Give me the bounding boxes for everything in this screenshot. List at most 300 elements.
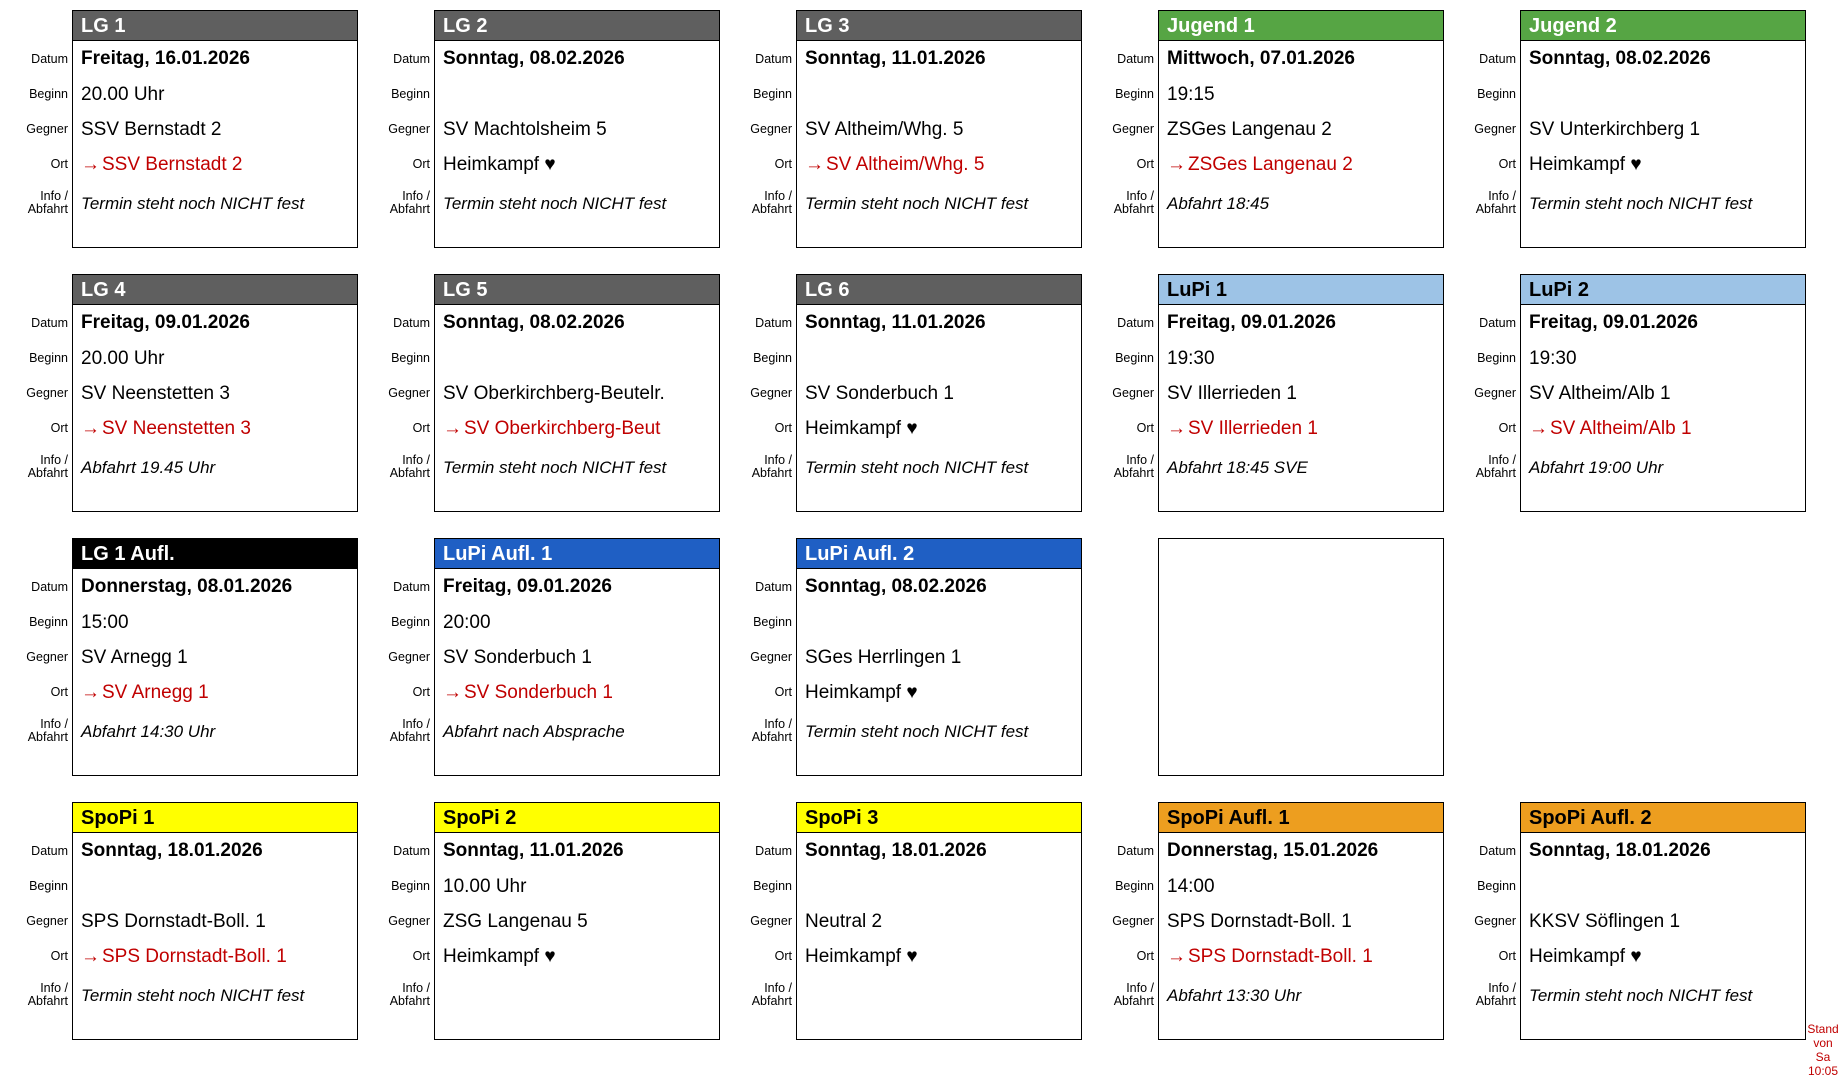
field-beginn xyxy=(73,341,357,376)
datum-value: Freitag, 09.01.2026 xyxy=(1167,312,1336,333)
field-label-column xyxy=(10,10,72,248)
field-ort xyxy=(797,147,1081,182)
field-label-column xyxy=(10,274,72,512)
ort-value-home: Heimkampf ♥ xyxy=(1529,153,1642,175)
info-value: Abfahrt 14:30 Uhr xyxy=(81,722,216,741)
datum-value: Sonntag, 11.01.2026 xyxy=(805,48,986,69)
gegner-value: SPS Dornstadt-Boll. 1 xyxy=(81,910,266,932)
label-datum: Datum xyxy=(31,52,68,66)
field-gegner xyxy=(1159,112,1443,147)
match-card xyxy=(796,802,1082,1040)
label-datum: Datum xyxy=(1479,316,1516,330)
arrow-right-icon: → xyxy=(81,153,100,175)
arrow-right-icon: → xyxy=(1167,417,1186,439)
gegner-value: SV Altheim/Alb 1 xyxy=(1529,382,1671,404)
ort-value-home: Heimkampf ♥ xyxy=(443,945,556,967)
arrow-right-icon: → xyxy=(1167,945,1186,967)
label-info-abfahrt: Info / Abfahrt xyxy=(27,189,68,216)
label-ort: Ort xyxy=(412,685,430,699)
beginn-value: 20.00 Uhr xyxy=(81,83,165,105)
label-gegner: Gegner xyxy=(388,386,430,400)
field-beginn xyxy=(73,869,357,904)
label-beginn: Beginn xyxy=(1477,351,1516,365)
field-beginn xyxy=(1159,77,1443,112)
card-fields xyxy=(73,305,357,490)
stand-line4: 10:05 xyxy=(1807,1064,1839,1078)
info-value: Termin steht noch NICHT fest xyxy=(443,194,667,213)
field-ort xyxy=(435,675,719,710)
card-title: LuPi 1 xyxy=(1159,275,1443,305)
gegner-value: SV Arnegg 1 xyxy=(81,646,188,668)
match-card xyxy=(434,538,720,776)
ort-value-home: Heimkampf ♥ xyxy=(805,681,918,703)
info-value: Termin steht noch NICHT fest xyxy=(805,722,1029,741)
label-ort: Ort xyxy=(1136,421,1154,435)
card-title: Jugend 1 xyxy=(1159,11,1443,41)
label-gegner: Gegner xyxy=(1112,914,1154,928)
label-info-abfahrt: Info / Abfahrt xyxy=(751,453,792,480)
card-title: LuPi Aufl. 1 xyxy=(435,539,719,569)
datum-value: Freitag, 16.01.2026 xyxy=(81,48,250,69)
field-label-column xyxy=(10,538,72,776)
info-value: Termin steht noch NICHT fest xyxy=(805,194,1029,213)
card-title: SpoPi 2 xyxy=(435,803,719,833)
card-title: SpoPi Aufl. 2 xyxy=(1521,803,1805,833)
field-datum xyxy=(1159,41,1443,77)
field-gegner xyxy=(1159,376,1443,411)
label-ort: Ort xyxy=(50,949,68,963)
label-gegner: Gegner xyxy=(388,650,430,664)
field-ort xyxy=(1521,939,1805,974)
gegner-value: KKSV Söflingen 1 xyxy=(1529,910,1681,932)
datum-value: Sonntag, 11.01.2026 xyxy=(805,312,986,333)
datum-value: Freitag, 09.01.2026 xyxy=(443,576,612,597)
label-beginn: Beginn xyxy=(753,87,792,101)
field-info xyxy=(435,710,719,754)
label-ort: Ort xyxy=(774,421,792,435)
beginn-value: 19:30 xyxy=(1167,347,1215,369)
label-info-abfahrt: Info / Abfahrt xyxy=(27,717,68,744)
arrow-right-icon: → xyxy=(81,945,100,967)
field-ort xyxy=(73,675,357,710)
field-label-column xyxy=(372,274,434,512)
gegner-value: SSV Bernstadt 2 xyxy=(81,118,222,140)
gegner-value: SPS Dornstadt-Boll. 1 xyxy=(1167,910,1352,932)
field-datum xyxy=(435,833,719,869)
ort-value-away: → ZSGes Langenau 2 xyxy=(1167,153,1353,175)
label-beginn: Beginn xyxy=(1477,879,1516,893)
card-title: LG 4 xyxy=(73,275,357,305)
beginn-value: 20:00 xyxy=(443,611,491,633)
label-info-abfahrt: Info / Abfahrt xyxy=(389,717,430,744)
label-beginn: Beginn xyxy=(29,351,68,365)
match-card xyxy=(434,802,720,1040)
field-ort xyxy=(797,411,1081,446)
field-gegner xyxy=(435,640,719,675)
gegner-value: ZSG Langenau 5 xyxy=(443,910,588,932)
gegner-value: SV Sonderbuch 1 xyxy=(805,382,954,404)
field-gegner xyxy=(797,112,1081,147)
beginn-value: 14:00 xyxy=(1167,875,1215,897)
label-info-abfahrt: Info / Abfahrt xyxy=(1475,453,1516,480)
field-datum xyxy=(435,569,719,605)
field-gegner xyxy=(73,640,357,675)
field-info xyxy=(1159,974,1443,1018)
label-gegner: Gegner xyxy=(388,914,430,928)
field-beginn xyxy=(435,869,719,904)
ort-value-away: → SV Sonderbuch 1 xyxy=(443,681,613,703)
label-ort: Ort xyxy=(50,421,68,435)
field-label-column xyxy=(1096,274,1158,512)
label-datum: Datum xyxy=(1117,316,1154,330)
ort-value-away: → SSV Bernstadt 2 xyxy=(81,153,243,175)
label-gegner: Gegner xyxy=(26,650,68,664)
label-datum: Datum xyxy=(393,580,430,594)
gegner-value: SV Altheim/Whg. 5 xyxy=(805,118,964,140)
ort-value-away: → SPS Dornstadt-Boll. 1 xyxy=(1167,945,1373,967)
field-gegner xyxy=(797,640,1081,675)
datum-value: Sonntag, 18.01.2026 xyxy=(805,840,987,861)
datum-value: Mittwoch, 07.01.2026 xyxy=(1167,48,1355,69)
card-title: SpoPi 1 xyxy=(73,803,357,833)
ort-value-home: Heimkampf ♥ xyxy=(805,945,918,967)
schedule-cell xyxy=(750,534,1148,798)
label-gegner: Gegner xyxy=(26,122,68,136)
field-beginn xyxy=(435,605,719,640)
field-beginn xyxy=(1159,869,1443,904)
label-datum: Datum xyxy=(755,580,792,594)
label-beginn: Beginn xyxy=(391,879,430,893)
label-ort: Ort xyxy=(50,685,68,699)
label-datum: Datum xyxy=(393,844,430,858)
field-label-column xyxy=(372,10,434,248)
field-beginn xyxy=(435,77,719,112)
field-beginn xyxy=(73,605,357,640)
label-datum: Datum xyxy=(31,580,68,594)
beginn-value: 15:00 xyxy=(81,611,129,633)
field-datum xyxy=(73,305,357,341)
label-datum: Datum xyxy=(755,316,792,330)
label-beginn: Beginn xyxy=(29,615,68,629)
field-beginn xyxy=(797,77,1081,112)
info-value: Termin steht noch NICHT fest xyxy=(81,986,305,1005)
gegner-value: SV Machtolsheim 5 xyxy=(443,118,607,140)
card-fields xyxy=(797,305,1081,490)
field-gegner xyxy=(73,376,357,411)
card-title: LG 6 xyxy=(797,275,1081,305)
empty-card xyxy=(1158,538,1444,776)
label-gegner: Gegner xyxy=(1474,914,1516,928)
card-fields xyxy=(1159,833,1443,1018)
field-ort xyxy=(797,939,1081,974)
card-title: LG 1 Aufl. xyxy=(73,539,357,569)
field-datum xyxy=(73,833,357,869)
label-beginn: Beginn xyxy=(1115,351,1154,365)
card-fields xyxy=(73,41,357,226)
ort-value-home: Heimkampf ♥ xyxy=(805,417,918,439)
field-beginn xyxy=(797,605,1081,640)
label-datum: Datum xyxy=(393,316,430,330)
match-card xyxy=(1158,274,1444,512)
label-ort: Ort xyxy=(412,421,430,435)
label-ort: Ort xyxy=(1498,157,1516,171)
field-label-column xyxy=(1458,802,1520,1040)
label-gegner: Gegner xyxy=(26,386,68,400)
card-fields xyxy=(1521,833,1805,1018)
label-info-abfahrt: Info / Abfahrt xyxy=(389,453,430,480)
ort-value-away: → SV Altheim/Whg. 5 xyxy=(805,153,985,175)
ort-value-away: → SV Oberkirchberg-Beut xyxy=(443,417,661,439)
label-datum: Datum xyxy=(1117,844,1154,858)
label-datum: Datum xyxy=(1117,52,1154,66)
datum-value: Sonntag, 11.01.2026 xyxy=(443,840,624,861)
field-beginn xyxy=(797,869,1081,904)
info-value: Abfahrt 19:00 Uhr xyxy=(1529,458,1664,477)
match-card xyxy=(1158,10,1444,248)
field-info xyxy=(435,974,719,1018)
card-fields xyxy=(435,833,719,1018)
match-card xyxy=(1520,10,1806,248)
field-gegner xyxy=(797,904,1081,939)
datum-value: Freitag, 09.01.2026 xyxy=(81,312,250,333)
match-card xyxy=(796,274,1082,512)
card-fields xyxy=(797,569,1081,754)
beginn-value: 20.00 Uhr xyxy=(81,347,165,369)
label-beginn: Beginn xyxy=(29,87,68,101)
stand-note xyxy=(1803,1022,1843,1078)
label-info-abfahrt: Info / Abfahrt xyxy=(1113,189,1154,216)
field-gegner xyxy=(73,904,357,939)
field-datum xyxy=(1521,41,1805,77)
field-gegner xyxy=(1521,376,1805,411)
beginn-value: 10.00 Uhr xyxy=(443,875,527,897)
field-datum xyxy=(435,41,719,77)
arrow-right-icon: → xyxy=(1167,153,1186,175)
match-card xyxy=(72,274,358,512)
card-title: SpoPi 3 xyxy=(797,803,1081,833)
match-card xyxy=(72,538,358,776)
label-beginn: Beginn xyxy=(391,615,430,629)
arrow-right-icon: → xyxy=(1529,417,1548,439)
field-datum xyxy=(1521,305,1805,341)
label-ort: Ort xyxy=(774,157,792,171)
field-datum xyxy=(1159,305,1443,341)
schedule-cell xyxy=(1510,534,1843,798)
field-label-column xyxy=(372,538,434,776)
field-info xyxy=(1521,182,1805,226)
field-info xyxy=(797,974,1081,1018)
label-ort: Ort xyxy=(412,949,430,963)
field-info xyxy=(797,182,1081,226)
label-datum: Datum xyxy=(31,316,68,330)
field-ort xyxy=(1521,147,1805,182)
schedule-cell xyxy=(750,270,1148,534)
ort-value-home: Heimkampf ♥ xyxy=(443,153,556,175)
ort-value-home: Heimkampf ♥ xyxy=(1529,945,1642,967)
schedule-cell xyxy=(26,798,424,1062)
label-ort: Ort xyxy=(1136,157,1154,171)
card-title: LuPi Aufl. 2 xyxy=(797,539,1081,569)
label-gegner: Gegner xyxy=(388,122,430,136)
field-label-column xyxy=(1096,802,1158,1040)
field-label-column xyxy=(1096,10,1158,248)
field-gegner xyxy=(1521,112,1805,147)
field-info xyxy=(73,974,357,1018)
label-beginn: Beginn xyxy=(391,351,430,365)
field-label-column xyxy=(734,274,796,512)
ort-value-away: → SV Neenstetten 3 xyxy=(81,417,251,439)
label-datum: Datum xyxy=(1479,844,1516,858)
label-info-abfahrt: Info / Abfahrt xyxy=(1475,981,1516,1008)
field-gegner xyxy=(797,376,1081,411)
arrow-right-icon: → xyxy=(81,417,100,439)
datum-value: Sonntag, 08.02.2026 xyxy=(805,576,987,597)
label-gegner: Gegner xyxy=(750,122,792,136)
field-label-column xyxy=(10,802,72,1040)
info-value: Termin steht noch NICHT fest xyxy=(443,458,667,477)
field-ort xyxy=(435,939,719,974)
schedule-cell xyxy=(750,6,1148,270)
field-info xyxy=(1159,182,1443,226)
label-beginn: Beginn xyxy=(753,615,792,629)
label-info-abfahrt: Info / Abfahrt xyxy=(1475,189,1516,216)
info-value: Abfahrt 18:45 SVE xyxy=(1167,458,1308,477)
info-value: Termin steht noch NICHT fest xyxy=(1529,986,1753,1005)
card-title: LG 2 xyxy=(435,11,719,41)
label-beginn: Beginn xyxy=(29,879,68,893)
field-beginn xyxy=(797,341,1081,376)
field-label-column xyxy=(372,802,434,1040)
field-datum xyxy=(797,569,1081,605)
schedule-cell xyxy=(1112,6,1510,270)
card-fields xyxy=(1521,305,1805,490)
field-datum xyxy=(435,305,719,341)
match-card xyxy=(72,10,358,248)
card-fields xyxy=(435,305,719,490)
label-info-abfahrt: Info / Abfahrt xyxy=(27,453,68,480)
datum-value: Donnerstag, 08.01.2026 xyxy=(81,576,293,597)
datum-value: Sonntag, 18.01.2026 xyxy=(81,840,263,861)
card-title: SpoPi Aufl. 1 xyxy=(1159,803,1443,833)
field-datum xyxy=(797,833,1081,869)
ort-value-away: → SV Arnegg 1 xyxy=(81,681,209,703)
schedule-cell xyxy=(1474,798,1843,1062)
label-datum: Datum xyxy=(755,844,792,858)
datum-value: Sonntag, 08.02.2026 xyxy=(443,48,625,69)
ort-value-away: → SV Altheim/Alb 1 xyxy=(1529,417,1692,439)
field-ort xyxy=(73,147,357,182)
field-info xyxy=(797,446,1081,490)
gegner-value: ZSGes Langenau 2 xyxy=(1167,118,1332,140)
label-info-abfahrt: Info / Abfahrt xyxy=(1113,981,1154,1008)
label-ort: Ort xyxy=(1498,949,1516,963)
arrow-right-icon: → xyxy=(443,417,462,439)
field-datum xyxy=(797,41,1081,77)
field-ort xyxy=(1159,411,1443,446)
field-info xyxy=(1521,974,1805,1018)
schedule-cell xyxy=(1474,270,1843,534)
match-card xyxy=(434,10,720,248)
stand-line2: von xyxy=(1813,1036,1833,1050)
label-gegner: Gegner xyxy=(1112,122,1154,136)
field-beginn xyxy=(1521,341,1805,376)
card-fields xyxy=(1159,41,1443,226)
field-ort xyxy=(435,147,719,182)
card-fields xyxy=(797,833,1081,1018)
label-datum: Datum xyxy=(755,52,792,66)
arrow-right-icon: → xyxy=(805,153,824,175)
label-info-abfahrt: Info / Abfahrt xyxy=(27,981,68,1008)
field-info xyxy=(1521,446,1805,490)
field-beginn xyxy=(1521,869,1805,904)
stand-line1: Stand xyxy=(1807,1022,1839,1036)
gegner-value: Neutral 2 xyxy=(805,910,883,932)
label-beginn: Beginn xyxy=(1115,879,1154,893)
field-label-column xyxy=(1458,274,1520,512)
field-ort xyxy=(435,411,719,446)
field-beginn xyxy=(435,341,719,376)
field-ort xyxy=(1159,939,1443,974)
gegner-value: SV Neenstetten 3 xyxy=(81,382,230,404)
info-value: Abfahrt 19.45 Uhr xyxy=(81,458,216,477)
ort-value-away: → SV Illerrieden 1 xyxy=(1167,417,1318,439)
info-value: Termin steht noch NICHT fest xyxy=(1529,194,1753,213)
label-datum: Datum xyxy=(393,52,430,66)
label-ort: Ort xyxy=(774,685,792,699)
field-gegner xyxy=(435,376,719,411)
label-beginn: Beginn xyxy=(753,351,792,365)
schedule-grid xyxy=(26,6,1843,1062)
gegner-value: SV Oberkirchberg-Beutelr. xyxy=(443,382,665,404)
match-card xyxy=(72,802,358,1040)
label-beginn: Beginn xyxy=(753,879,792,893)
card-title: Jugend 2 xyxy=(1521,11,1805,41)
stand-line3: Sa xyxy=(1815,1050,1831,1064)
card-fields xyxy=(1159,305,1443,490)
field-datum xyxy=(1521,833,1805,869)
field-datum xyxy=(73,569,357,605)
schedule-cell xyxy=(1474,6,1843,270)
field-info xyxy=(73,710,357,754)
info-value: Termin steht noch NICHT fest xyxy=(805,458,1029,477)
info-value: Abfahrt nach Absprache xyxy=(443,722,625,741)
ort-value-away: → SPS Dornstadt-Boll. 1 xyxy=(81,945,287,967)
card-title: LuPi 2 xyxy=(1521,275,1805,305)
field-label-column xyxy=(734,802,796,1040)
arrow-right-icon: → xyxy=(443,681,462,703)
field-gegner xyxy=(1159,904,1443,939)
gegner-value: SV Unterkirchberg 1 xyxy=(1529,118,1701,140)
label-gegner: Gegner xyxy=(750,386,792,400)
beginn-value: 19:30 xyxy=(1529,347,1577,369)
schedule-cell xyxy=(1148,534,1510,798)
label-gegner: Gegner xyxy=(750,914,792,928)
schedule-cell xyxy=(388,270,786,534)
label-beginn: Beginn xyxy=(391,87,430,101)
info-value: Abfahrt 13:30 Uhr xyxy=(1167,986,1302,1005)
label-ort: Ort xyxy=(774,949,792,963)
field-beginn xyxy=(1521,77,1805,112)
field-datum xyxy=(73,41,357,77)
card-title: LG 1 xyxy=(73,11,357,41)
label-ort: Ort xyxy=(1498,421,1516,435)
label-info-abfahrt: Info / Abfahrt xyxy=(751,717,792,744)
label-datum: Datum xyxy=(1479,52,1516,66)
datum-value: Donnerstag, 15.01.2026 xyxy=(1167,840,1379,861)
beginn-value: 19:15 xyxy=(1167,83,1215,105)
schedule-cell xyxy=(388,6,786,270)
match-card xyxy=(434,274,720,512)
